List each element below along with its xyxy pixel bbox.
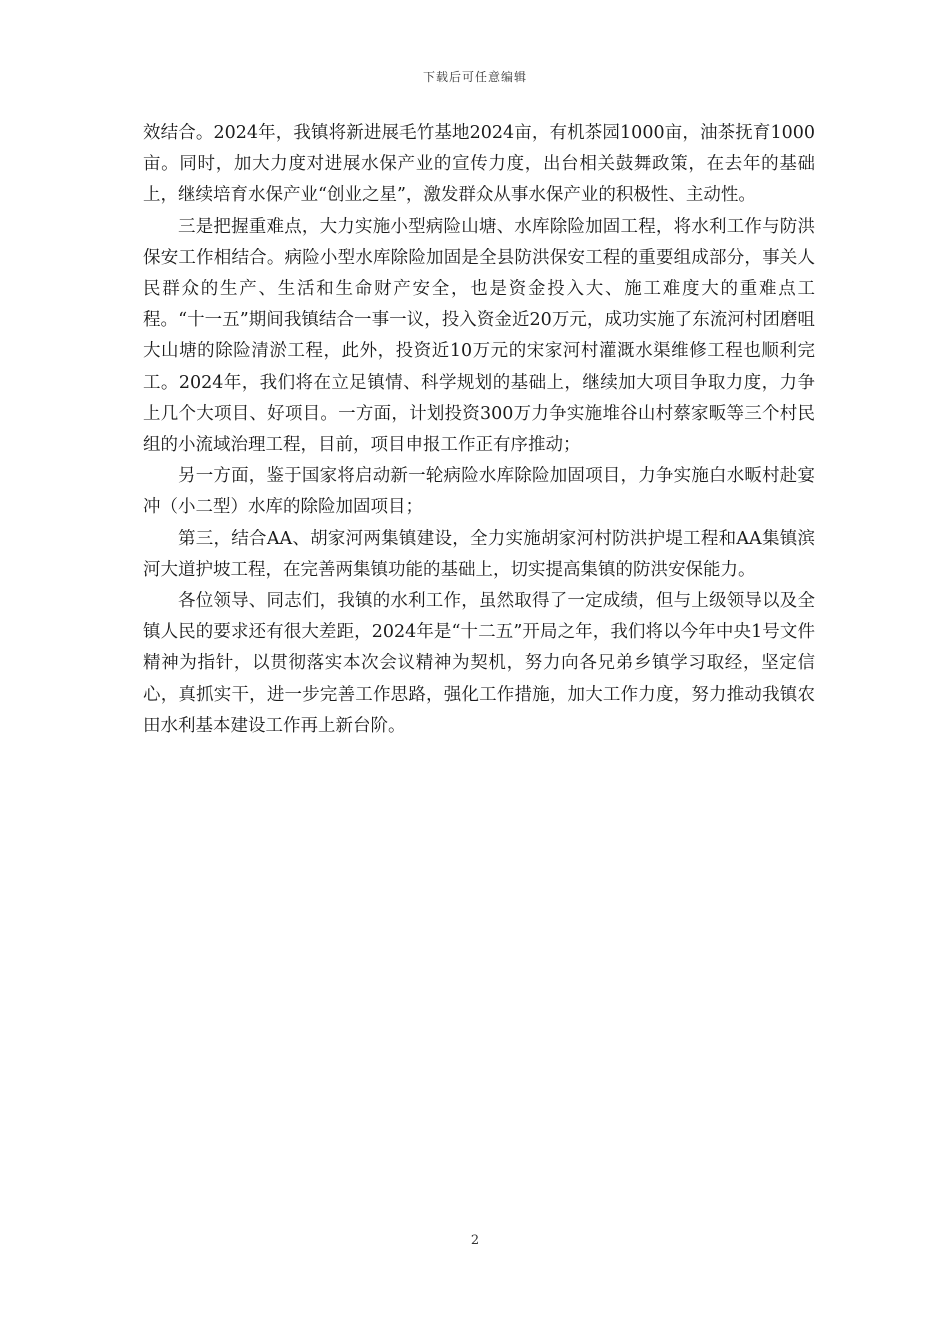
page-number: 2 [470, 1233, 480, 1248]
paragraph-closing: 各位领导、同志们，我镇的水利工作，虽然取得了一定成绩，但与上级领导以及全镇人民的要求还有很大差距，2024年是“十二五”开局之年，我们将以今年中央1号文件精神为指针，以贯彻落实本次会议精神为契机，努力向各兄弟乡镇学习取经，坚定信心，真抓实干，进一步完善工作思路，强化工作措施，加大工作力度，努力推动我镇农田水利基本建设工作再上新台阶。 [143, 591, 815, 736]
paragraph-flood-control: 第三，结合AA、胡家河两集镇建设，全力实施胡家河村防洪护堤工程和AA集镇滨河大道护坡工程，在完善两集镇功能的基础上，切实提高集镇的防洪安保能力。 [143, 528, 815, 580]
document-body [143, 118, 815, 742]
paragraph-continued: 效结合。2024年，我镇将新进展毛竹基地2024亩，有机茶园1000亩，油茶抚育1000亩。同时，加大力度对进展水保产业的宣传力度，出台相关鼓舞政策，在去年的基础上，继续培育水保产业“创业之星”，激发群众从事水保产业的积极性、主动性。 [143, 123, 815, 206]
paragraph-key-projects: 三是把握重难点，大力实施小型病险山塘、水库除险加固工程，将水利工作与防洪保安工作相结合。病险小型水库除险加固是全县防洪保安工程的重要组成部分，事关人民群众的生产、生活和生命财产安全，也是资金投入大、施工难度大的重难点工程。“十一五”期间我镇结合一事一议，投入资金近20万元，成功实施了东流河村团磨咀大山塘的除险清淤工程，此外，投资近10万元的宋家河村灌溉水渠维修工程也顺利完工。2024年，我们将在立足镇情、科学规划的基础上，继续加大项目争取力度，力争上几个大项目、好项目。一方面，计划投资300万力争实施堆谷山村蔡家畈等三个村民组的小流域治理工程，目前，项目申报工作正有序推动； [143, 216, 815, 456]
page-header-note: 下载后可任意编辑 [422, 70, 527, 84]
paragraph-reservoir-reinforcement: 另一方面，鉴于国家将启动新一轮病险水库除险加固项目，力争实施白水畈村赴宴冲（小二型）水库的除险加固项目； [143, 466, 815, 518]
